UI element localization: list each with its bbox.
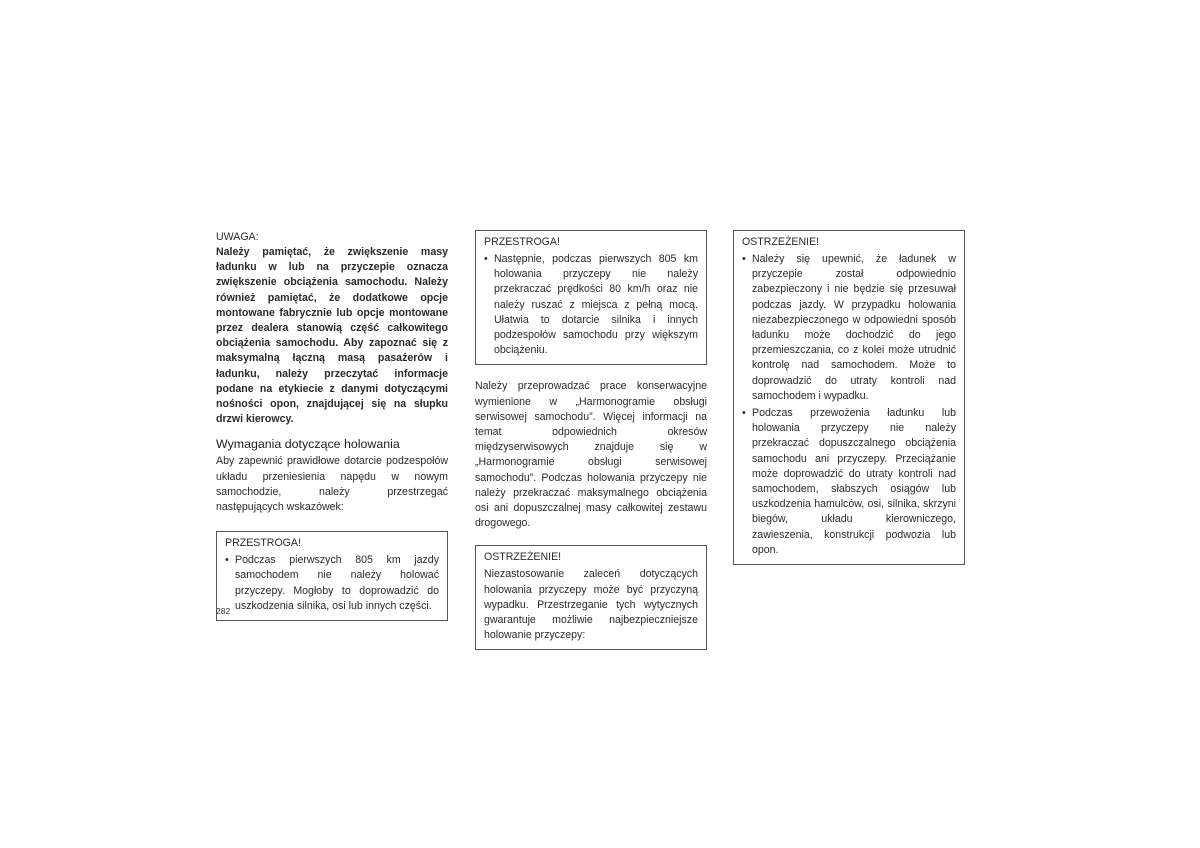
warning-item-text: Podczas przewożenia ładunku lub holowania przyczepy nie należy przekraczać dopuszczalnego obciążenia samochodu ani przyczepy. Przeciążanie może doprowadzić do utraty kontroli nad samochodem, słabszych osiągów lub uszkodzenia hamulców, osi, silnika, skrzyni biegów, układu kierowniczego, zawieszenia, konstrukcji podwozia lub opon.	[752, 407, 956, 556]
warning-item-text: Należy się upewnić, że ładunek w przyczepie został odpowiednio zabezpieczony i nie będzie się przesuwał podczas jazdy. W przypadku holowania niezabezpieczonego w odpowiedni sposób ładunku może dochodzić do jego przemieszczania, co z kolei może utrudnić kontrolę nad samochodem. Może to doprowadzić do utraty kontroli nad samochodem i wypadku.	[752, 253, 956, 402]
warning-box	[475, 545, 707, 650]
bullet-icon: •	[225, 554, 229, 567]
caution-box	[475, 230, 707, 365]
column-left	[216, 230, 448, 621]
warning-item	[742, 406, 956, 558]
caution-title: PRZESTROGA!	[225, 537, 301, 550]
warning-list	[742, 252, 956, 558]
note-label: UWAGA:	[216, 231, 259, 243]
warning-item	[742, 252, 956, 404]
caution-item-text: Podczas pierwszych 805 km jazdy samochodem nie należy holować przyczepy. Mogłoby to doprowadzić do uszkodzenia silnika, osi lub innych części.	[235, 554, 439, 612]
caution-item	[484, 252, 698, 358]
page-number: 282	[216, 606, 231, 616]
section-paragraph: Aby zapewnić prawidłowe dotarcie podzespołów układu przeniesienia napędu w nowym samochodzie, należy przestrzegać następujących wskazówek:	[216, 455, 448, 514]
note-text: Należy pamiętać, że zwiększenie masy ładunku w lub na przyczepie oznacza zwiększenie obciążenia samochodu. Należy również pamiętać, że dodatkowe opcje montowane fabrycznie lub opcje montowane przez dealera stanowią część całkowitego obciążenia samochodu. Aby zapoznać się z maksymalną łączną masą pasażerów i ładunku, należy przeczytać informacje podane na etykiecie z danymi dotyczącymi nośności opon, znajdującej się na słupku drzwi kierowcy.	[216, 246, 448, 426]
bullet-icon: •	[742, 407, 746, 420]
maintenance-paragraph: Należy przeprowadzać prace konserwacyjne wymienione w „Harmonogramie obsługi serwisowej samochodu”. Więcej informacji na temat odpowiednich okresów międzyserwisowych znajduje się w „Harmonogramie obsługi serwisowej samochodu”. Podczas holowania przyczepy nie należy przekraczać maksymalnego obciążenia osi ani dopuszczalnej masy całkowitej zestawu drogowego.	[475, 380, 707, 530]
warning-text: Niezastosowanie zaleceń dotyczących holowania przyczepy może być przyczyną wypadku. Przestrzeganie tych wytycznych gwarantuje możliwie najbezpieczniejsze holowanie przyczepy:	[484, 568, 698, 642]
warning-title: OSTRZEŻENIE!	[484, 551, 562, 564]
column-middle	[475, 230, 707, 650]
caution-box	[216, 531, 448, 621]
column-right	[733, 230, 965, 565]
warning-title: OSTRZEŻENIE!	[742, 236, 820, 248]
bullet-icon: •	[742, 253, 746, 265]
caution-list	[225, 553, 439, 614]
caution-list	[484, 252, 698, 358]
warning-box	[733, 230, 965, 565]
caution-item	[225, 553, 439, 614]
section-heading-towing-requirements: Wymagania dotyczące holowania	[216, 437, 400, 452]
bullet-icon: •	[484, 253, 488, 265]
caution-item-text: Następnie, podczas pierwszych 805 km holowania przyczepy nie należy przekraczać prędkości 80 km/h oraz nie należy ruszać z miejsca z pełną mocą. Ułatwia to dotarcie silnika i innych podzespołów samochodu przy większym obciążeniu.	[494, 253, 698, 357]
caution-title: PRZESTROGA!	[484, 236, 560, 248]
